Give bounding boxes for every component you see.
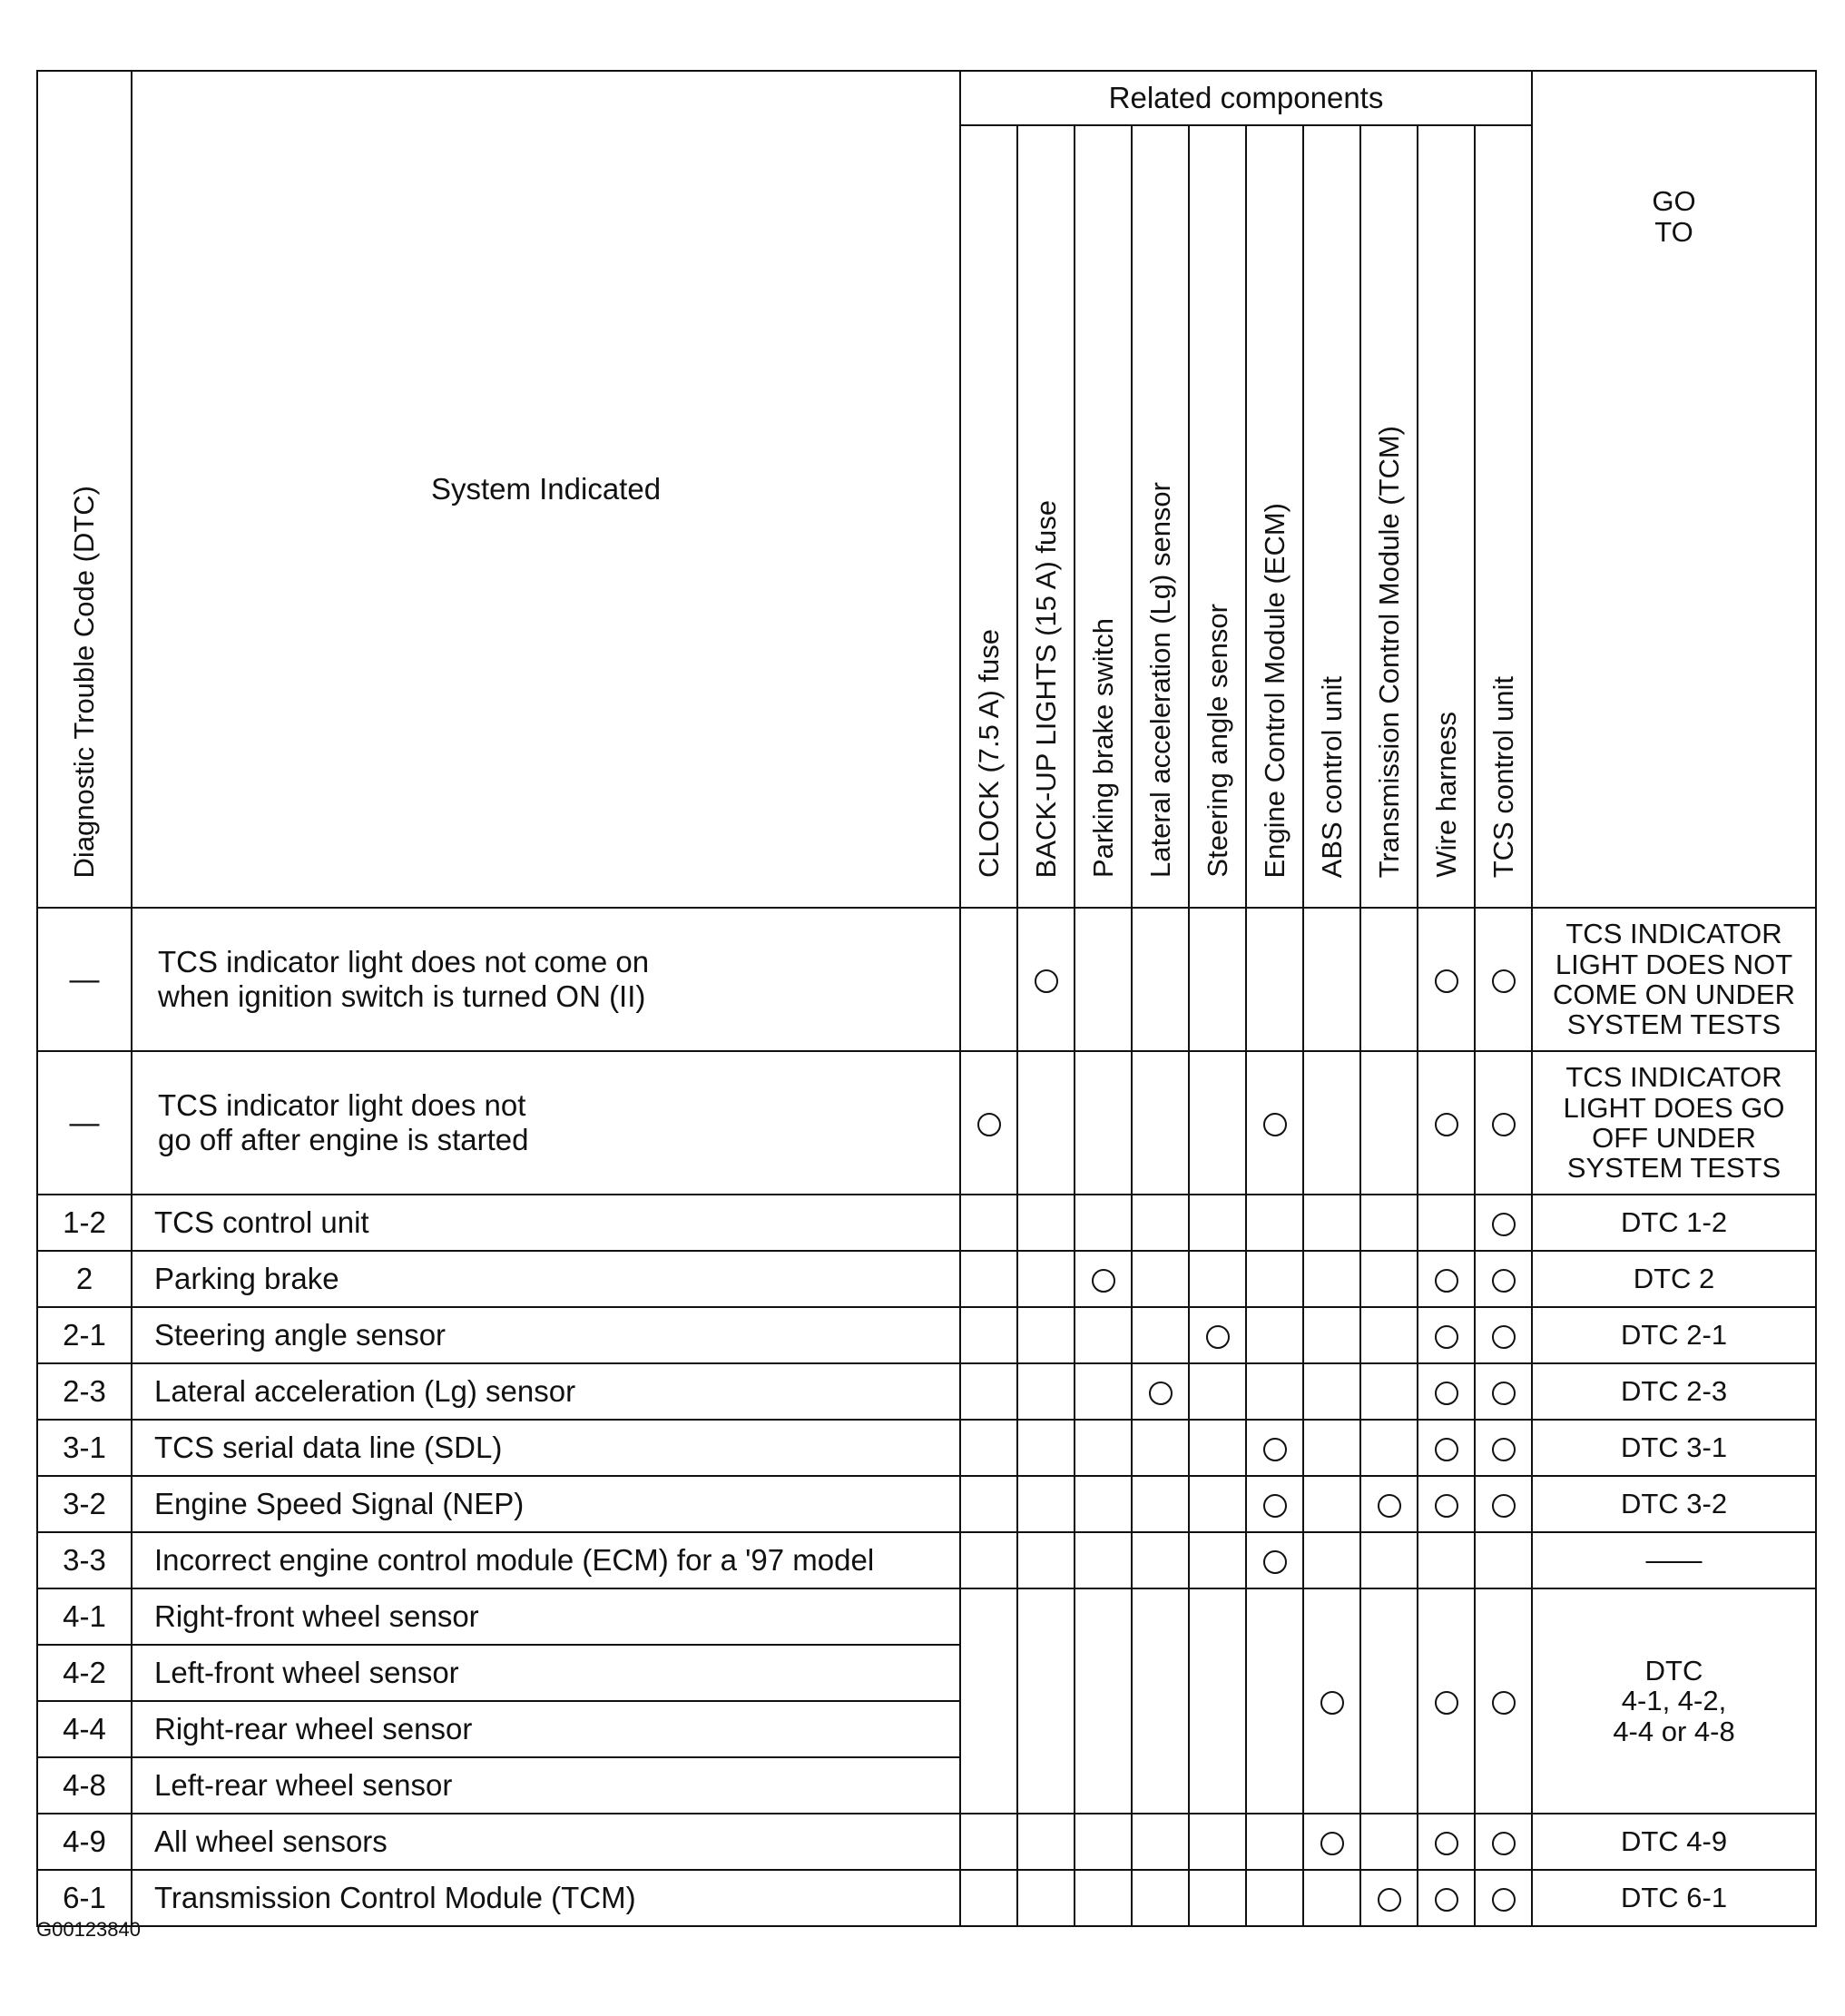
goto-header-line2: TO xyxy=(1654,216,1693,248)
component-header xyxy=(1360,125,1418,908)
system-indicated: Incorrect engine control module (ECM) for a '97 model xyxy=(132,1532,960,1588)
mark-cell xyxy=(1303,1251,1360,1307)
mark-cell xyxy=(1475,1251,1532,1307)
check-circle-icon xyxy=(1492,969,1516,993)
check-circle-icon xyxy=(1435,1382,1458,1405)
mark-cell xyxy=(1303,1363,1360,1420)
component-header xyxy=(1303,125,1360,908)
system-indicated: TCS serial data line (SDL) xyxy=(132,1420,960,1476)
mark-cell xyxy=(1475,1588,1532,1814)
mark-cell xyxy=(1418,1814,1475,1870)
check-circle-icon xyxy=(1263,1494,1287,1518)
table-row xyxy=(37,1532,1816,1588)
mark-cell xyxy=(1475,1420,1532,1476)
mark-cell xyxy=(1418,1532,1475,1588)
check-circle-icon xyxy=(977,1113,1001,1136)
check-circle-icon xyxy=(1492,1494,1516,1518)
table-row xyxy=(37,1307,1816,1363)
mark-cell xyxy=(1132,1532,1189,1588)
mark-cell xyxy=(1360,908,1418,1051)
table-row xyxy=(37,908,1816,1051)
check-circle-icon xyxy=(1435,1888,1458,1912)
goto-line: TCS INDICATOR xyxy=(1565,1061,1782,1094)
mark-cell xyxy=(1246,1251,1303,1307)
check-circle-icon xyxy=(1492,1438,1516,1461)
mark-cell xyxy=(1075,1814,1132,1870)
table-row xyxy=(37,1476,1816,1532)
mark-cell xyxy=(1017,1420,1075,1476)
table-row xyxy=(37,1814,1816,1870)
mark-cell xyxy=(1360,1051,1418,1195)
mark-cell xyxy=(1360,1870,1418,1926)
goto-line: COME ON UNDER xyxy=(1553,978,1795,1010)
component-header xyxy=(1017,125,1075,908)
mark-cell xyxy=(1132,1420,1189,1476)
check-circle-icon xyxy=(1378,1888,1401,1912)
goto-cell: DTC 6-1 xyxy=(1532,1870,1816,1926)
table-row xyxy=(37,1588,1816,1645)
mark-cell xyxy=(960,1588,1017,1814)
mark-cell xyxy=(1418,1420,1475,1476)
mark-cell xyxy=(1132,1363,1189,1420)
check-circle-icon xyxy=(1320,1691,1344,1715)
system-indicated: Engine Speed Signal (NEP) xyxy=(132,1476,960,1532)
mark-cell xyxy=(1418,1251,1475,1307)
mark-cell xyxy=(1418,1870,1475,1926)
system-line: TCS indicator light does not xyxy=(158,1088,526,1123)
mark-cell xyxy=(1360,1195,1418,1251)
mark-cell xyxy=(960,1195,1017,1251)
mark-cell xyxy=(1475,1195,1532,1251)
mark-cell xyxy=(1017,1251,1075,1307)
component-header-text: Transmission Control Module (TCM) xyxy=(1372,425,1405,879)
mark-cell xyxy=(1132,1307,1189,1363)
table-row xyxy=(37,1420,1816,1476)
system-indicated: Left-front wheel sensor xyxy=(132,1645,960,1701)
mark-cell xyxy=(960,1532,1017,1588)
dtc-code: 4-1 xyxy=(37,1588,132,1645)
dtc-code: 3-3 xyxy=(37,1532,132,1588)
mark-cell xyxy=(1303,1814,1360,1870)
mark-cell xyxy=(1017,1363,1075,1420)
mark-cell xyxy=(1017,1870,1075,1926)
dtc-code: 3-2 xyxy=(37,1476,132,1532)
system-indicated xyxy=(132,908,960,1051)
check-circle-icon xyxy=(1263,1438,1287,1461)
mark-cell xyxy=(1075,1251,1132,1307)
mark-cell xyxy=(1360,1532,1418,1588)
goto-line: LIGHT DOES GO xyxy=(1563,1091,1785,1124)
goto-line: 4-1, 4-2, xyxy=(1621,1685,1727,1717)
mark-cell xyxy=(1075,1532,1132,1588)
check-circle-icon xyxy=(1435,1269,1458,1293)
mark-cell xyxy=(1303,1532,1360,1588)
related-components-header xyxy=(960,71,1532,125)
goto-cell: DTC 2-3 xyxy=(1532,1363,1816,1420)
mark-cell xyxy=(1303,1307,1360,1363)
goto-column-header xyxy=(1532,71,1816,908)
figure-id: G00123840 xyxy=(36,1918,141,1941)
dtc-code: 4-9 xyxy=(37,1814,132,1870)
mark-cell xyxy=(1132,1814,1189,1870)
system-indicated: All wheel sensors xyxy=(132,1814,960,1870)
mark-cell xyxy=(1246,1363,1303,1420)
check-circle-icon xyxy=(1435,1113,1458,1136)
check-circle-icon xyxy=(1492,1113,1516,1136)
mark-cell xyxy=(1017,1307,1075,1363)
component-header xyxy=(1475,125,1532,908)
mark-cell xyxy=(1017,1532,1075,1588)
mark-cell xyxy=(1246,1195,1303,1251)
mark-cell xyxy=(1303,908,1360,1051)
mark-cell xyxy=(1475,1870,1532,1926)
mark-cell xyxy=(1360,1420,1418,1476)
system-indicated: Right-front wheel sensor xyxy=(132,1588,960,1645)
system-line: when ignition switch is turned ON (II) xyxy=(158,979,646,1013)
goto-line: 4-4 or 4-8 xyxy=(1613,1715,1735,1747)
mark-cell xyxy=(1132,1251,1189,1307)
component-header-text: Lateral acceleration (Lg) sensor xyxy=(1143,482,1176,879)
mark-cell xyxy=(960,1814,1017,1870)
mark-cell xyxy=(1075,1870,1132,1926)
table-row xyxy=(37,1195,1816,1251)
system-indicated xyxy=(132,1051,960,1195)
table-row xyxy=(37,1363,1816,1420)
goto-line: TCS INDICATOR xyxy=(1565,918,1782,950)
dtc-column-header xyxy=(37,71,132,908)
goto-cell: DTC 3-2 xyxy=(1532,1476,1816,1532)
goto-cell: DTC 1-2 xyxy=(1532,1195,1816,1251)
goto-cell xyxy=(1532,908,1816,1051)
mark-cell xyxy=(1246,1814,1303,1870)
check-circle-icon xyxy=(1378,1494,1401,1518)
system-indicated: TCS control unit xyxy=(132,1195,960,1251)
check-circle-icon xyxy=(1149,1382,1173,1405)
dtc-code: 2 xyxy=(37,1251,132,1307)
mark-cell xyxy=(1189,1532,1246,1588)
component-header xyxy=(1132,125,1189,908)
mark-cell xyxy=(960,1051,1017,1195)
mark-cell xyxy=(1418,1307,1475,1363)
mark-cell xyxy=(1360,1476,1418,1532)
goto-line: LIGHT DOES NOT xyxy=(1555,948,1793,980)
system-line: go off after engine is started xyxy=(158,1123,529,1156)
goto-line: DTC xyxy=(1644,1654,1703,1687)
mark-cell xyxy=(1360,1588,1418,1814)
mark-cell xyxy=(1189,908,1246,1051)
mark-cell xyxy=(1189,1195,1246,1251)
goto-cell: DTC 4-9 xyxy=(1532,1814,1816,1870)
mark-cell xyxy=(1246,1307,1303,1363)
mark-cell xyxy=(1360,1251,1418,1307)
mark-cell xyxy=(1418,1588,1475,1814)
mark-cell xyxy=(1017,1588,1075,1814)
table-row xyxy=(37,1251,1816,1307)
table-row xyxy=(37,1870,1816,1926)
mark-cell xyxy=(1418,1363,1475,1420)
mark-cell xyxy=(1303,1588,1360,1814)
dtc-code: — xyxy=(37,908,132,1051)
check-circle-icon xyxy=(1492,1213,1516,1236)
mark-cell xyxy=(1475,1476,1532,1532)
goto-cell xyxy=(1532,1588,1816,1814)
mark-cell xyxy=(1418,1476,1475,1532)
system-indicated: Lateral acceleration (Lg) sensor xyxy=(132,1363,960,1420)
check-circle-icon xyxy=(1320,1832,1344,1855)
goto-cell: —— xyxy=(1532,1532,1816,1588)
check-circle-icon xyxy=(1492,1382,1516,1405)
goto-cell xyxy=(1532,1051,1816,1195)
dtc-code: 6-1 xyxy=(37,1870,132,1926)
component-header xyxy=(1075,125,1132,908)
mark-cell xyxy=(1132,1476,1189,1532)
mark-cell xyxy=(1303,1195,1360,1251)
check-circle-icon xyxy=(1435,1325,1458,1349)
dtc-code: 4-8 xyxy=(37,1757,132,1814)
check-circle-icon xyxy=(1092,1269,1115,1293)
dtc-code: 4-4 xyxy=(37,1701,132,1757)
check-circle-icon xyxy=(1263,1113,1287,1136)
mark-cell xyxy=(1246,1532,1303,1588)
mark-cell xyxy=(1132,1051,1189,1195)
check-circle-icon xyxy=(1492,1888,1516,1912)
mark-cell xyxy=(1246,908,1303,1051)
dtc-code: 2-1 xyxy=(37,1307,132,1363)
component-header-text: BACK-UP LIGHTS (15 A) fuse xyxy=(1029,499,1062,879)
mark-cell xyxy=(1418,908,1475,1051)
mark-cell xyxy=(1189,1251,1246,1307)
mark-cell xyxy=(1303,1420,1360,1476)
mark-cell xyxy=(1246,1588,1303,1814)
system-line: TCS indicator light does not come on xyxy=(158,945,650,979)
mark-cell xyxy=(960,1307,1017,1363)
system-header-text: System Indicated xyxy=(430,472,662,506)
mark-cell xyxy=(1189,1307,1246,1363)
mark-cell xyxy=(1075,1588,1132,1814)
dtc-header-text: Diagnostic Trouble Code (DTC) xyxy=(68,485,101,879)
mark-cell xyxy=(1189,1420,1246,1476)
goto-line: OFF UNDER xyxy=(1592,1122,1756,1154)
check-circle-icon xyxy=(1435,1438,1458,1461)
goto-line: SYSTEM TESTS xyxy=(1566,1152,1781,1185)
component-header-text: TCS control unit xyxy=(1487,675,1519,879)
dtc-code: 2-3 xyxy=(37,1363,132,1420)
check-circle-icon xyxy=(1492,1269,1516,1293)
dtc-table xyxy=(36,70,1817,1927)
mark-cell xyxy=(1246,1870,1303,1926)
component-header-text: CLOCK (7.5 A) fuse xyxy=(972,629,1005,879)
mark-cell xyxy=(1418,1195,1475,1251)
mark-cell xyxy=(1189,1051,1246,1195)
component-header-text: ABS control unit xyxy=(1315,675,1348,879)
mark-cell xyxy=(1303,1476,1360,1532)
mark-cell xyxy=(1475,1532,1532,1588)
mark-cell xyxy=(1075,1476,1132,1532)
mark-cell xyxy=(1303,1870,1360,1926)
mark-cell xyxy=(960,1420,1017,1476)
mark-cell xyxy=(960,908,1017,1051)
mark-cell xyxy=(1075,1307,1132,1363)
system-indicated: Parking brake xyxy=(132,1251,960,1307)
dtc-code: 1-2 xyxy=(37,1195,132,1251)
check-circle-icon xyxy=(1435,1832,1458,1855)
mark-cell xyxy=(1132,1195,1189,1251)
mark-cell xyxy=(1017,1476,1075,1532)
check-circle-icon xyxy=(1435,1691,1458,1715)
mark-cell xyxy=(1418,1051,1475,1195)
component-header-text: Steering angle sensor xyxy=(1201,604,1233,879)
mark-cell xyxy=(1075,1195,1132,1251)
system-indicated: Right-rear wheel sensor xyxy=(132,1701,960,1757)
dtc-code: — xyxy=(37,1051,132,1195)
check-circle-icon xyxy=(1263,1550,1287,1574)
mark-cell xyxy=(1189,1814,1246,1870)
component-header xyxy=(1418,125,1475,908)
mark-cell xyxy=(1360,1363,1418,1420)
mark-cell xyxy=(1017,908,1075,1051)
dtc-code: 3-1 xyxy=(37,1420,132,1476)
system-indicated: Left-rear wheel sensor xyxy=(132,1757,960,1814)
related-components-text: Related components xyxy=(1108,81,1384,115)
mark-cell xyxy=(1475,1051,1532,1195)
check-circle-icon xyxy=(1492,1325,1516,1349)
check-circle-icon xyxy=(1492,1832,1516,1855)
check-circle-icon xyxy=(1035,969,1058,993)
mark-cell xyxy=(1189,1363,1246,1420)
component-header xyxy=(1246,125,1303,908)
mark-cell xyxy=(1246,1420,1303,1476)
component-header xyxy=(960,125,1017,908)
mark-cell xyxy=(1017,1814,1075,1870)
system-indicated: Steering angle sensor xyxy=(132,1307,960,1363)
mark-cell xyxy=(1132,1588,1189,1814)
table-row xyxy=(37,1051,1816,1195)
goto-header-line1: GO xyxy=(1652,184,1696,217)
mark-cell xyxy=(1189,1870,1246,1926)
mark-cell xyxy=(1017,1195,1075,1251)
mark-cell xyxy=(960,1363,1017,1420)
mark-cell xyxy=(1075,1051,1132,1195)
dtc-code: 4-2 xyxy=(37,1645,132,1701)
component-header-text: Parking brake switch xyxy=(1086,618,1119,879)
mark-cell xyxy=(1303,1051,1360,1195)
mark-cell xyxy=(1075,1420,1132,1476)
goto-cell: DTC 2-1 xyxy=(1532,1307,1816,1363)
mark-cell xyxy=(1360,1307,1418,1363)
mark-cell xyxy=(960,1476,1017,1532)
mark-cell xyxy=(1475,1307,1532,1363)
table-body xyxy=(37,908,1816,1926)
mark-cell xyxy=(1475,1363,1532,1420)
mark-cell xyxy=(1075,908,1132,1051)
goto-cell: DTC 2 xyxy=(1532,1251,1816,1307)
mark-cell xyxy=(1132,908,1189,1051)
mark-cell xyxy=(960,1870,1017,1926)
mark-cell xyxy=(1246,1476,1303,1532)
check-circle-icon xyxy=(1492,1691,1516,1715)
mark-cell xyxy=(1132,1870,1189,1926)
mark-cell xyxy=(1075,1363,1132,1420)
check-circle-icon xyxy=(1435,1494,1458,1518)
mark-cell xyxy=(1475,1814,1532,1870)
component-header-text: Engine Control Module (ECM) xyxy=(1258,502,1291,879)
system-column-header xyxy=(132,71,960,908)
mark-cell xyxy=(1246,1051,1303,1195)
mark-cell xyxy=(960,1251,1017,1307)
system-indicated: Transmission Control Module (TCM) xyxy=(132,1870,960,1926)
mark-cell xyxy=(1189,1588,1246,1814)
goto-line: SYSTEM TESTS xyxy=(1566,1008,1781,1041)
mark-cell xyxy=(1189,1476,1246,1532)
component-header xyxy=(1189,125,1246,908)
mark-cell xyxy=(1475,908,1532,1051)
check-circle-icon xyxy=(1206,1325,1230,1349)
goto-cell: DTC 3-1 xyxy=(1532,1420,1816,1476)
mark-cell xyxy=(1017,1051,1075,1195)
check-circle-icon xyxy=(1435,969,1458,993)
component-header-text: Wire harness xyxy=(1429,712,1462,879)
mark-cell xyxy=(1360,1814,1418,1870)
